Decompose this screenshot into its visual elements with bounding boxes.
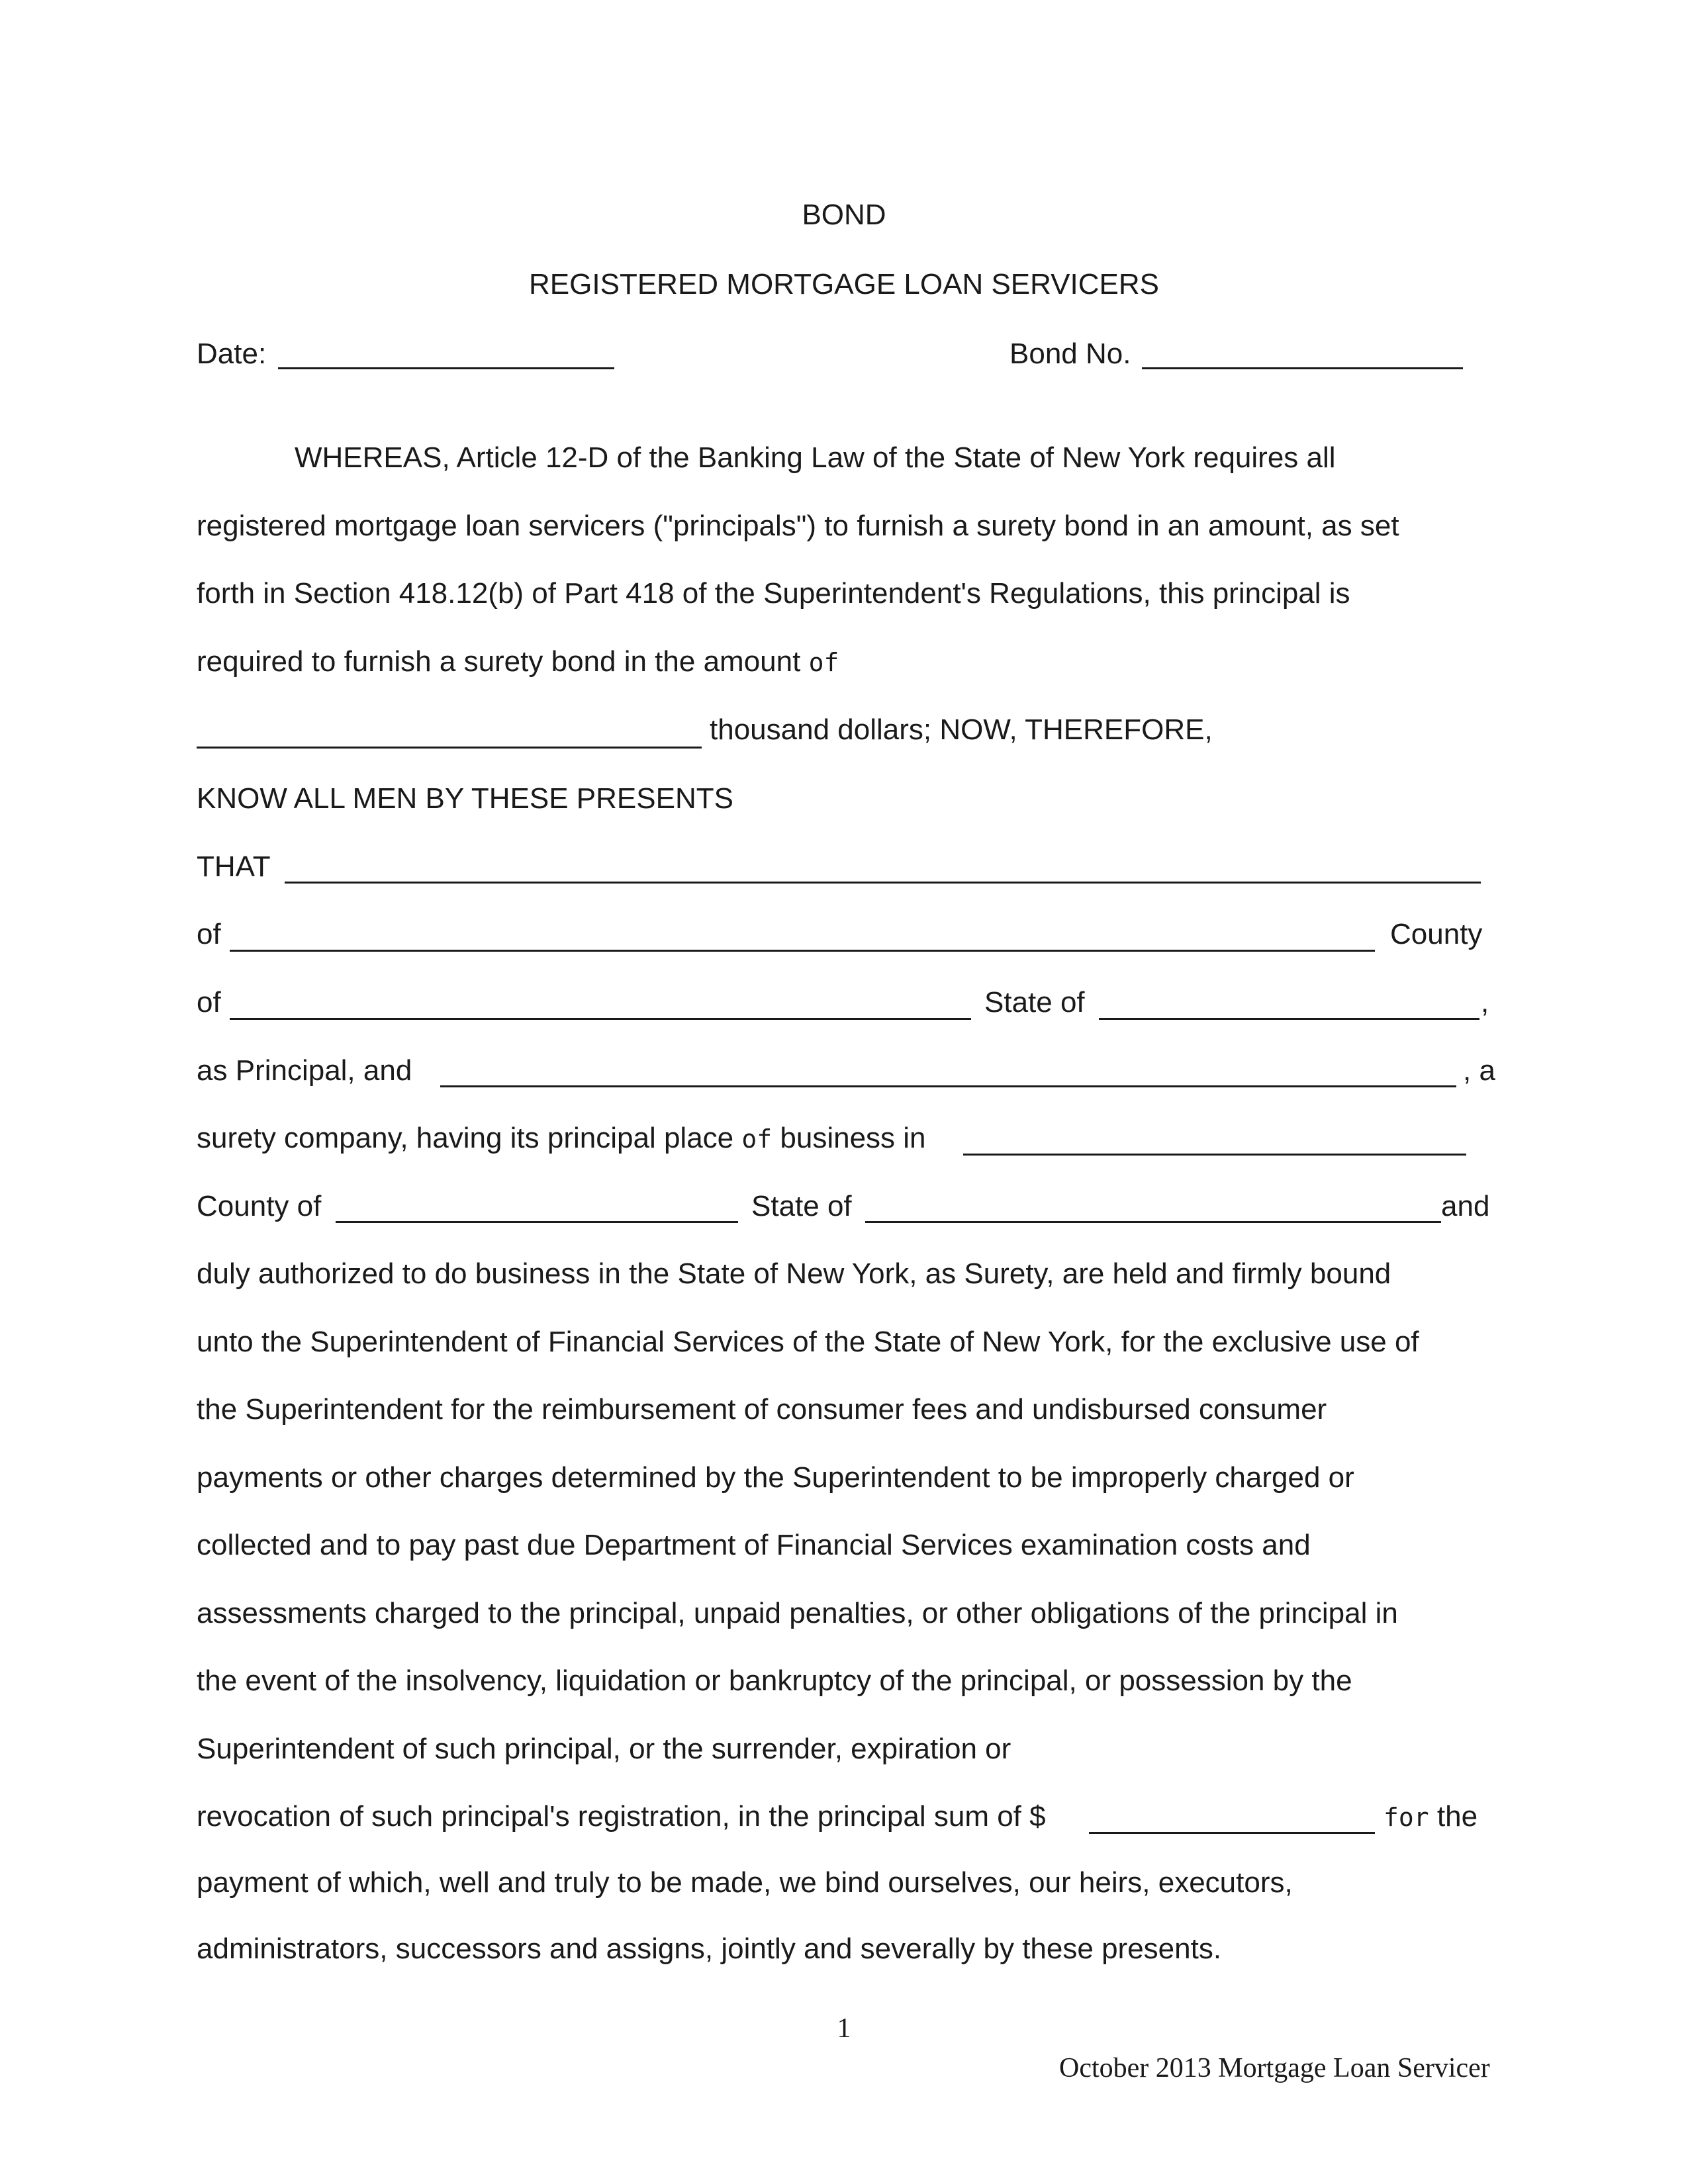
state-of-label-1: State of [984, 986, 1085, 1019]
body-line-10: payment of which, well and truly to be made, we bind ourselves, our heirs, executors, [197, 1866, 1293, 1899]
bond-no-field[interactable] [1142, 367, 1463, 369]
principal-sum-for [1383, 1794, 1477, 1840]
whereas-line-4-of: of [808, 648, 839, 677]
the-word: the [1436, 1800, 1478, 1833]
body-line-3: the Superintendent for the reimbursement of consumer fees and undisbursed consumer [197, 1393, 1327, 1426]
surety-business-place-field[interactable] [963, 1154, 1466, 1156]
body-line-4: payments or other charges determined by the Superintendent to be improperly charged or [197, 1461, 1354, 1494]
principal-county-field[interactable] [230, 1018, 971, 1020]
date-label: Date: [197, 338, 267, 370]
form-version: October 2013 Mortgage Loan Servicer [1059, 2053, 1490, 2083]
body-line-6: assessments charged to the principal, unpaid penalties, or other obligations of the principal in [197, 1597, 1398, 1629]
comma-a: , a [1463, 1054, 1495, 1087]
county-label-1: County [1390, 918, 1483, 950]
surety-county-field[interactable] [336, 1221, 738, 1223]
body-line-8: Superintendent of such principal, or the surrender, expiration or [197, 1733, 1011, 1765]
body-line-7: the event of the insolvency, liquidation or bankruptcy of the principal, or possession by the [197, 1664, 1352, 1697]
date-field[interactable] [278, 367, 614, 369]
principal-state-field[interactable] [1099, 1018, 1479, 1020]
surety-company-text-a: surety company, having its principal place [197, 1122, 734, 1154]
page-number: 1 [837, 2013, 851, 2044]
principal-name-field[interactable] [285, 882, 1481, 884]
whereas-line-1: WHEREAS, Article 12-D of the Banking Law of the State of New York requires all [295, 441, 1336, 474]
know-all-men-text: KNOW ALL MEN BY THESE PRESENTS [197, 782, 733, 815]
body-line-1: duly authorized to do business in the State of New York, as Surety, are held and firmly bound [197, 1257, 1391, 1290]
surety-company-text-of: of [741, 1124, 773, 1154]
bond-no-label: Bond No. [1009, 338, 1131, 370]
principal-sum-text: revocation of such principal's registration, in the principal sum of $ [197, 1800, 1046, 1833]
comma-1: , [1481, 986, 1489, 1019]
surety-company-text [197, 1115, 926, 1161]
principal-address-field[interactable] [230, 950, 1375, 952]
surety-state-field[interactable] [865, 1221, 1441, 1223]
document-subtitle: REGISTERED MORTGAGE LOAN SERVICERS [529, 268, 1159, 300]
whereas-line-3: forth in Section 418.12(b) of Part 418 of the Superintendent's Regulations, this principal is [197, 577, 1350, 610]
whereas-line-4-text: required to furnish a surety bond in the amount [197, 645, 801, 678]
body-line-2: unto the Superintendent of Financial Services of the State of New York, for the exclusive use of [197, 1326, 1419, 1358]
surety-company-text-b: business in [780, 1122, 926, 1154]
whereas-line-2: registered mortgage loan servicers ("principals") to furnish a surety bond in an amount, as set [197, 510, 1399, 542]
for-word: for [1383, 1803, 1429, 1832]
whereas-line-4 [197, 639, 1494, 685]
of-label-2: of [197, 986, 221, 1019]
principal-sum-field[interactable] [1089, 1832, 1375, 1834]
that-label: THAT [197, 850, 271, 883]
of-label-1: of [197, 918, 221, 950]
document-title: BOND [802, 199, 886, 231]
surety-company-name-field[interactable] [440, 1085, 1456, 1087]
and-label: and [1441, 1190, 1490, 1222]
as-principal-label: as Principal, and [197, 1054, 412, 1087]
thousand-dollars-text: thousand dollars; NOW, THEREFORE, [710, 713, 1213, 746]
body-line-5: collected and to pay past due Department of Financial Services examination costs and [197, 1529, 1311, 1561]
state-of-label-2: State of [751, 1190, 852, 1222]
county-of-label: County of [197, 1190, 322, 1222]
bond-amount-field[interactable] [197, 747, 702, 749]
body-line-11: administrators, successors and assigns, jointly and severally by these presents. [197, 1933, 1222, 1965]
